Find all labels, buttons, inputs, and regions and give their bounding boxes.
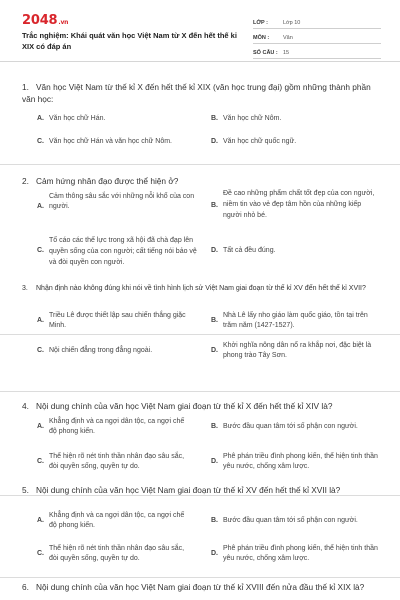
option-letter: A. [37, 517, 44, 524]
meta-label: SỐ CÂU : [253, 50, 278, 56]
question-1 [0, 62, 400, 165]
option-text: Bước đầu quan tâm tới số phận con người. [223, 423, 358, 430]
logo-suffix: .vn [58, 19, 69, 26]
meta-class [253, 14, 381, 29]
meta-value: Lớp 10 [283, 20, 301, 26]
question-number: 2. [22, 176, 29, 186]
option-text: Triều Lê được thiết lập sau chiến thắng giặc Minh. [49, 312, 186, 329]
option-letter: B. [211, 202, 218, 209]
option-letter: D. [211, 138, 218, 145]
option-letter: D. [211, 550, 218, 557]
option-text: Tất cả đều đúng. [223, 247, 276, 254]
question-body: Nội dung chính của văn học Việt Nam giai đoạn từ thế kỉ X đến hết thế kỉ XIV là? [36, 401, 333, 411]
question-3 [0, 274, 400, 392]
option-letter: C. [37, 138, 44, 145]
meta-value: Văn [283, 35, 293, 41]
option-text: Thể hiện rõ nét tinh thần nhân đạo sâu sắc, đòi quyền sống, quyền tự do. [49, 453, 185, 470]
option-letter: C. [37, 550, 44, 557]
option-text: Khẳng định và ca ngợi dân tộc, ca ngợi chế độ phong kiến. [49, 418, 185, 435]
option-text: Khẳng định và ca ngợi dân tộc, ca ngợi chế độ phong kiến. [49, 512, 185, 529]
question-number: 3. [22, 285, 28, 292]
question-6 [0, 567, 400, 600]
question-text [22, 484, 382, 496]
option-letter: B. [211, 115, 218, 122]
option-text: Phê phán triều đình phong kiến, thể hiện tinh thần yêu nước, chống xâm lược. [223, 453, 378, 470]
meta-subject [253, 29, 381, 44]
option-letter: D. [211, 247, 218, 254]
question-body: Nội dung chính của văn học Việt Nam giai đoạn từ thế kỉ XV đến hết thế kỉ XVII là? [36, 485, 341, 495]
meta-value: 15 [283, 50, 290, 56]
question-text [22, 581, 382, 593]
question-number: 1. [22, 82, 29, 92]
option-letter: C. [37, 247, 44, 254]
option-letter: D. [211, 347, 218, 354]
option-letter: B. [211, 423, 218, 430]
option-letter: B. [211, 517, 218, 524]
quiz-meta [253, 14, 381, 59]
option-text: Tố cáo các thế lực trong xã hội đã chà đạp lên quyền sống của con người; cất tiếng nói bảo vệ và đòi quyền con người. [49, 237, 197, 266]
option-text: Thể hiện rõ nét tinh thần nhân đạo sâu sắc, đòi quyền sống, quyền tự do. [49, 545, 185, 562]
option-text: Khởi nghĩa nông dân nổ ra khắp nơi, đặc biệt là phong trào Tây Sơn. [223, 342, 372, 359]
meta-label: MÔN : [253, 35, 270, 41]
question-body: Nội dung chính của văn học Việt Nam giai đoạn từ thế kỉ XVIII đến nửa đầu thế kỉ XIX là? [36, 582, 365, 592]
question-body: Văn học Việt Nam từ thế kỉ X đến hết thế kỉ XIX (văn học trung đại) gồm những thành phần văn học: [22, 82, 371, 104]
question-text [22, 400, 382, 412]
option-letter: D. [211, 458, 218, 465]
site-logo[interactable] [22, 13, 68, 28]
option-text: Văn học chữ Hán và văn học chữ Nôm. [49, 138, 172, 145]
logo-text: 2048 [22, 13, 58, 28]
option-text: Cảm thông sâu sắc với những nỗi khổ của con người. [49, 193, 195, 210]
option-letter: A. [37, 317, 44, 324]
option-text: Nhà Lê lấy nho giáo làm quốc giáo, tồn tại trên trăm năm (1427-1527). [223, 312, 368, 329]
option-text: Nội chiến đẳng trong đẳng ngoài. [49, 347, 153, 354]
option-letter: A. [37, 115, 44, 122]
question-number: 4. [22, 401, 29, 411]
question-text [22, 284, 382, 295]
option-letter: C. [37, 458, 44, 465]
page-title: Trắc nghiệm: Khái quát văn học Việt Nam từ X đến hết thế kỉ XIX có đáp án [22, 31, 237, 51]
option-letter: A. [37, 423, 44, 430]
question-number: 5. [22, 485, 29, 495]
page-header [0, 0, 400, 62]
question-text [22, 81, 382, 105]
meta-label: LỚP : [253, 20, 268, 26]
question-5 [0, 474, 400, 578]
question-text [22, 175, 382, 187]
option-text: Bước đầu quan tâm tới số phận con người. [223, 517, 358, 524]
option-letter: C. [37, 347, 44, 354]
option-text: Phê phán triều đình phong kiến, thể hiện tinh thần yêu nước, chống xâm lược. [223, 545, 378, 562]
question-number: 6. [22, 582, 29, 592]
option-text: Văn học chữ Nôm. [223, 115, 282, 122]
question-body: Nhận định nào không đúng khi nói về tình hình lịch sử Việt Nam giai đoạn từ thế kỉ XV đến hết thế kỉ XVII? [36, 285, 366, 292]
option-letter: B. [211, 317, 218, 324]
option-letter: A. [37, 203, 44, 210]
meta-question-count [253, 44, 381, 59]
option-text: Đề cao những phẩm chất tốt đẹp của con người, niềm tin vào vẻ đẹp tâm hồn của những kiếp người nhỏ bé. [223, 190, 375, 219]
option-text: Văn học chữ Hán. [49, 115, 106, 122]
option-text: Văn học chữ quốc ngữ. [223, 138, 297, 145]
question-body: Cảm hứng nhân đạo được thể hiện ở? [36, 176, 179, 186]
